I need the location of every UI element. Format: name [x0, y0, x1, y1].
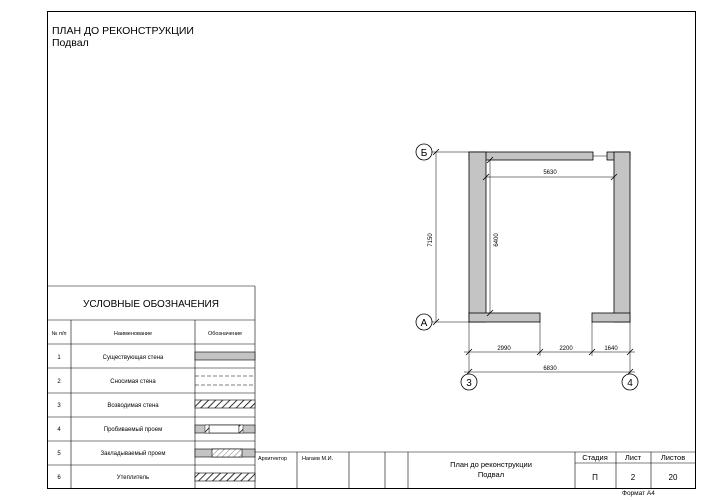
title-line-1: ПЛАН ДО РЕКОНСТРУКЦИИ	[52, 25, 194, 37]
dim-total-height: 7150	[428, 233, 434, 247]
svg-text:3: 3	[466, 378, 472, 389]
dim-bottom-left: 2990	[497, 346, 511, 352]
wall-left	[469, 152, 486, 322]
stamp-stage-value: П	[592, 473, 598, 482]
stamp-person: Нагаев М.И.	[302, 456, 334, 462]
stamp-sheet-title-2: Подвал	[477, 470, 505, 479]
legend-header-name: Наименование	[113, 331, 153, 337]
legend-row-3-num: 3	[57, 403, 61, 409]
floor-plan	[416, 144, 638, 390]
symbol-new-opening	[195, 425, 255, 433]
title-block	[255, 452, 696, 489]
axis-3	[461, 374, 477, 390]
symbol-existing-wall	[195, 352, 255, 360]
legend-row-2-num: 2	[57, 379, 61, 385]
legend-header-symbol: Обозначение	[207, 331, 243, 337]
legend-row-5-name: Закладываемый проем	[100, 451, 166, 457]
legend-row-1-num: 1	[57, 355, 61, 361]
svg-text:А: А	[420, 318, 428, 329]
legend-header-num: № п/п	[51, 331, 67, 337]
symbol-filled-opening	[195, 449, 255, 457]
title-line-2: Подвал	[52, 37, 89, 49]
legend-row-5-num: 5	[57, 451, 61, 457]
legend-title: УСЛОВНЫЕ ОБОЗНАЧЕНИЯ	[83, 299, 219, 310]
legend-row-4-num: 4	[57, 427, 61, 433]
symbol-new-wall	[195, 400, 255, 408]
svg-text:4: 4	[627, 378, 633, 389]
dim-inner-height: 6400	[494, 233, 500, 247]
legend-row-3-name: Возводимая стена	[107, 403, 159, 409]
legend-row-2-name: Сносимая стена	[110, 379, 156, 385]
legend-row-1-name: Существующая стена	[102, 355, 164, 361]
legend-row-4-name: Пробиваемый проем	[103, 427, 163, 433]
dim-inner-width: 5630	[543, 170, 557, 176]
format-label: Формат А4	[622, 490, 655, 497]
legend-table	[47, 286, 255, 489]
dim-bottom-right: 1640	[604, 346, 618, 352]
symbol-insulation	[195, 473, 255, 481]
dim-total-width: 6830	[543, 366, 557, 372]
stamp-sheets-label: Листов	[660, 453, 686, 462]
legend-row-6-num: 6	[57, 475, 61, 481]
stamp-sheet-value: 2	[630, 473, 636, 482]
stamp-sheets-value: 20	[668, 473, 678, 482]
wall-bottom-right	[592, 313, 630, 322]
stamp-sheet-label: Лист	[624, 453, 642, 462]
wall-top-left	[469, 152, 593, 160]
axis-a	[416, 314, 432, 330]
stamp-role: Архитектор	[258, 456, 288, 462]
stamp-stage-label: Стадия	[582, 453, 608, 462]
wall-right	[614, 152, 630, 322]
legend-row-6-name: Утеплитель	[116, 475, 150, 481]
dimension-ticks	[433, 149, 633, 375]
wall-bottom-left	[469, 313, 540, 322]
dim-bottom-opening: 2200	[559, 346, 573, 352]
svg-text:Б: Б	[420, 148, 428, 159]
stamp-sheet-title-1: План до реконструкции	[450, 460, 532, 469]
axis-b	[416, 144, 432, 160]
axis-4	[622, 374, 638, 390]
symbol-demolished-wall	[195, 376, 255, 385]
